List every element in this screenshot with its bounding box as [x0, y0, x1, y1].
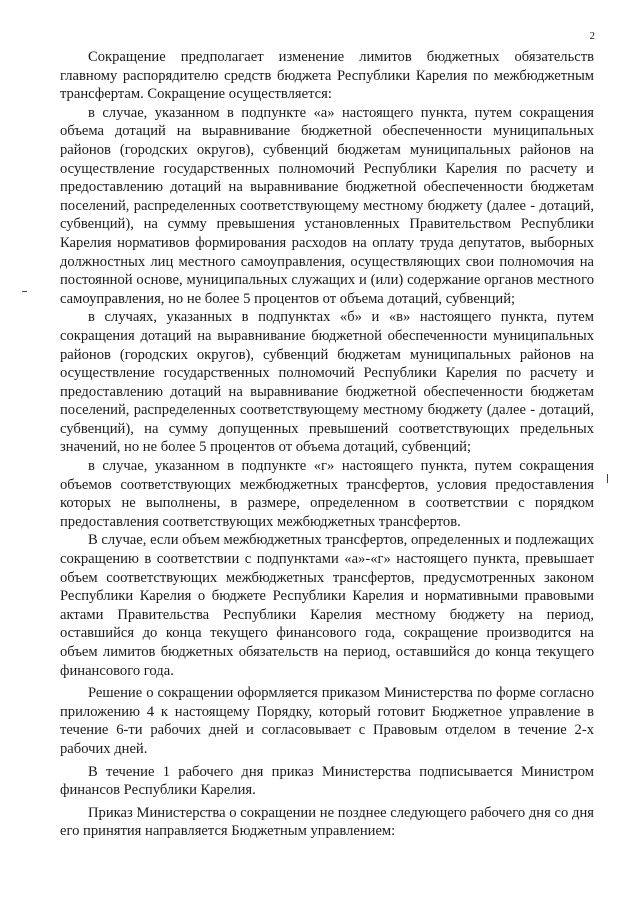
scan-artifact-left — [22, 291, 27, 292]
scan-artifact-right — [607, 474, 608, 483]
page-number: 2 — [589, 30, 595, 42]
paragraph-subpoint-g: в случае, указанном в подпункте «г» настоящего пункта, путем сокращения объемов соответствующих межбюджетных трансфертов, условия предоставления которых не выполнены, в размере, определенном в соответствии с порядком предоставления соответствующих межбюджетных трансфертов. — [60, 458, 594, 530]
paragraph-reduction-intro: Сокращение предполагает изменение лимитов бюджетных обязательств главному распорядителю средств бюджета Республики Карелия по межбюджетным трансфертам. Сокращение осуществляется: — [60, 49, 594, 103]
paragraph-excess-case: В случае, если объем межбюджетных трансфертов, определенных и подлежащих сокращению в соответствии с подпунктами «а»-«г» настоящего пункта, превышает объем соответствующих межбюджетных трансфертов, предусмотренных законом Республики Карелия о бюджете Республики Карелия и нормативными правовыми актами Правительства Республики Карелия местному бюджету на период, оставшийся до конца текущего финансового года, сокращение производится на объем лимитов бюджетных обязательств на период, оставшийся до конца текущего финансового года. — [60, 532, 594, 679]
document-body — [60, 48, 594, 841]
paragraph-subpoints-b-v: в случаях, указанных в подпунктах «б» и «в» настоящего пункта, путем сокращения дотаций на выравнивание бюджетной обеспеченности муниципальных районов (городских округов), субвенций бюджетам муниципальных районов на осуществление государственных полномочий Республики Карелия по расчету и предоставлению дотаций на выравнивание бюджетной обеспеченности бюджетам поселений, распределенных соответствующему местному бюджету (далее - дотаций, субвенций), на сумму допущенных превышений соответствующих предельных значений, но не более 5 процентов от объема дотаций, субвенций; — [60, 309, 594, 456]
paragraph-order-sending: Приказ Министерства о сокращении не позднее следующего рабочего дня со дня его принятия направляется Бюджетным управлением: — [60, 804, 594, 840]
paragraph-signing: В течение 1 рабочего дня приказ Министерства подписывается Министром финансов Республики Карелия. — [60, 763, 594, 799]
paragraph-subpoint-a: в случае, указанном в подпункте «а» настоящего пункта, путем сокращения объема дотаций на выравнивание бюджетной обеспеченности муниципальных районов (городских округов), субвенций бюджетам муниципальных районов на осуществление государственных полномочий Республики Карелия по расчету и предоставлению дотаций на выравнивание бюджетной обеспеченности бюджетам поселений, распределенных соответствующему местному бюджету (далее - дотаций, субвенций), на сумму превышения установленных Правительством Республики Карелия нормативов формирования расходов на оплату труда депутатов, выборных должностных лиц местного самоуправления, осуществляющих свои полномочия на постоянной основе, муниципальных служащих и (или) содержание органов местного самоуправления, но не более 5 процентов от объема дотаций, субвенций; — [60, 104, 594, 307]
paragraph-decision: Решение о сокращении оформляется приказом Министерства по форме согласно приложению 4 к настоящему Порядку, который готовит Бюджетное управление в течение 6-ти рабочих дней и согласовывает с Правовым отделом в течение 2-х рабочих дней. — [60, 685, 594, 757]
